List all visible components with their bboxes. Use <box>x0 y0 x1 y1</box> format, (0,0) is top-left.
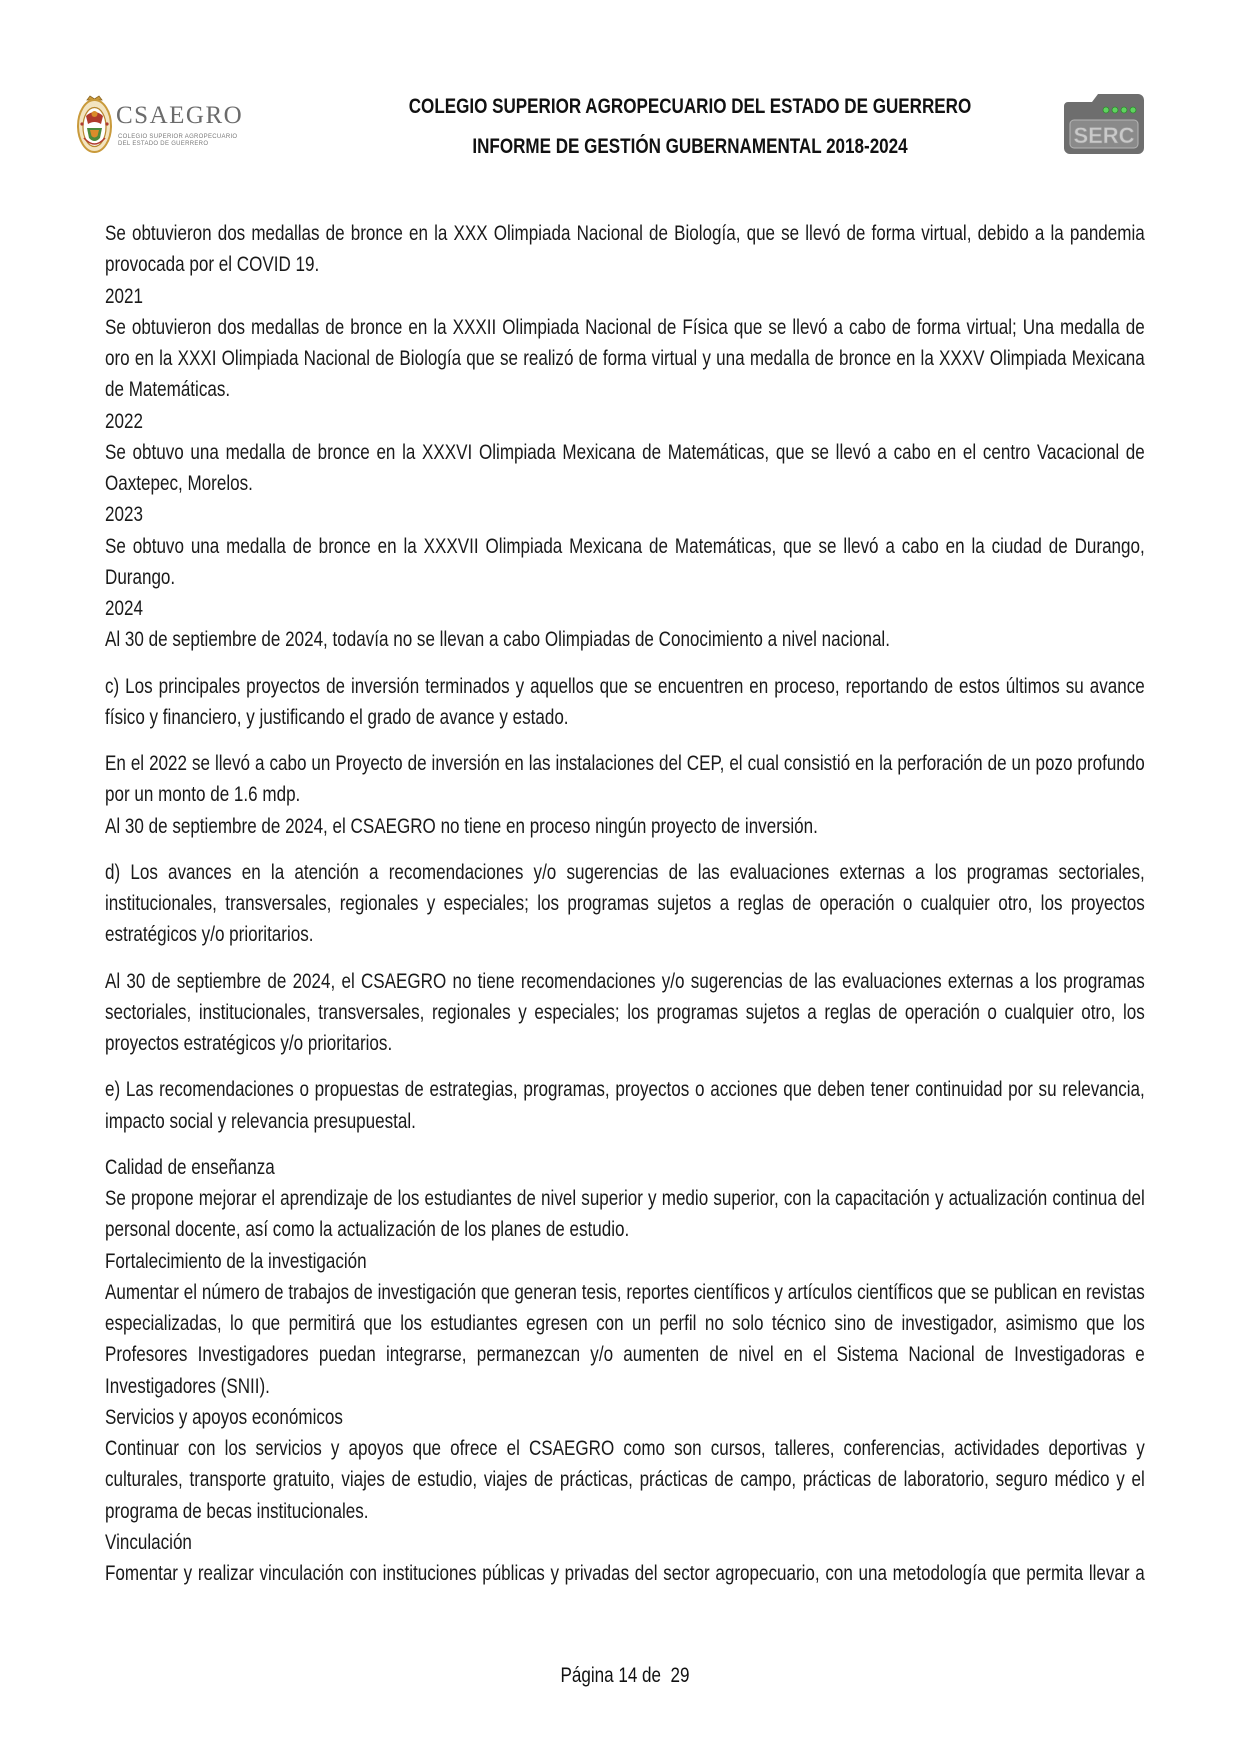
page-header <box>270 87 1110 167</box>
paragraph-investment-project: En el 2022 se llevó a cabo un Proyecto de inversión en las instalaciones del CEP, el cual consistió en la perforación de un pozo profundo por un monto de 1.6 mdp. <box>105 752 1145 807</box>
year-label-2022: 2022 <box>105 409 143 433</box>
section-item-e: e) Las recomendaciones o propuestas de estrategias, programas, proyectos o acciones que deben tener continuidad por su relevancia, impacto social y relevancia presupuestal. <box>105 1078 1145 1133</box>
year-label-2021: 2021 <box>105 284 143 308</box>
page-number: Página 14 de 29 <box>560 1664 690 1687</box>
coat-of-arms-icon <box>76 94 113 154</box>
paragraph-recommendations-status: Al 30 de septiembre de 2024, el CSAEGRO no tiene recomendaciones y/o sugerencias de las evaluaciones externas a los programas sectoriales, institucionales, transversales, regionales y especiales; los programas sujetos a reglas de operación o cualquier otro, los proyectos estratégicos y/o prioritarios. <box>105 969 1145 1055</box>
paragraph-research: Aumentar el número de trabajos de investigación que generan tesis, reportes científicos y artículos científicos que se publican en revistas especializadas, lo que permitirá que los estudiantes egresen con un perfil no solo técnico sino de investigador, asimismo que los Profesores Investigadores puedan integrarse, permanezcan y/o aumenten de nivel en el Sistema Nacional de Investigadoras e Investigadores (SNII). <box>105 1280 1145 1398</box>
csaegro-logo <box>76 94 258 156</box>
subsection-heading-teaching-quality: Calidad de enseñanza <box>105 1155 275 1179</box>
document-body <box>105 218 1145 1648</box>
subsection-heading-services: Servicios y apoyos económicos <box>105 1405 343 1429</box>
paragraph-investment-status: Al 30 de septiembre de 2024, el CSAEGRO no tiene en proceso ningún proyecto de inversión. <box>105 814 818 838</box>
paragraph-olympiad-2020: Se obtuvieron dos medallas de bronce en la XXX Olimpiada Nacional de Biología, que se llevó de forma virtual, debido a la pandemia provocada por el COVID 19. <box>105 222 1145 277</box>
serc-wordmark: SERC <box>1073 123 1135 148</box>
paragraph-olympiad-2022: Se obtuvo una medalla de bronce en la XXXVI Olimpiada Mexicana de Matemáticas, que se llevó a cabo en el centro Vacacional de Oaxtepec, Morelos. <box>105 440 1145 495</box>
institution-title: COLEGIO SUPERIOR AGROPECUARIO DEL ESTADO DE GUERRERO <box>408 95 972 118</box>
section-item-c: c) Los principales proyectos de inversión terminados y aquellos que se encuentren en proceso, reportando de estos últimos su avance físico y financiero, y justificando el grado de avance y estado. <box>105 674 1145 729</box>
paragraph-olympiad-2024: Al 30 de septiembre de 2024, todavía no se llevan a cabo Olimpiadas de Conocimiento a nivel nacional. <box>105 628 890 652</box>
csaegro-subtitle-line1: COLEGIO SUPERIOR AGROPECUARIO <box>118 134 238 140</box>
subsection-heading-research: Fortalecimiento de la investigación <box>105 1249 367 1273</box>
csaegro-wordmark: CSAEGRO <box>116 102 244 129</box>
report-title: INFORME DE GESTIÓN GUBERNAMENTAL 2018-2024 <box>472 135 908 158</box>
year-label-2023: 2023 <box>105 503 143 527</box>
paragraph-linkage: Fomentar y realizar vinculación con instituciones públicas y privadas del sector agropecuario, con una metodología que permita llevar a <box>105 1562 1145 1585</box>
serc-logo-icon <box>1062 90 1146 156</box>
paragraph-services: Continuar con los servicios y apoyos que ofrece el CSAEGRO como son cursos, talleres, conferencias, actividades deportivas y culturales, transporte gratuito, viajes de estudio, viajes de prácticas, prácticas de campo, prácticas de laboratorio, seguro médico y el programa de becas institucionales. <box>105 1437 1145 1523</box>
paragraph-olympiad-2023: Se obtuvo una medalla de bronce en la XXXVII Olimpiada Mexicana de Matemáticas, que se llevó a cabo en la ciudad de Durango, Durango. <box>105 534 1145 589</box>
csaegro-subtitle-line2: DEL ESTADO DE GUERRERO <box>118 141 209 147</box>
subsection-heading-linkage: Vinculación <box>105 1530 192 1554</box>
year-label-2024: 2024 <box>105 597 143 620</box>
paragraph-teaching-quality: Se propone mejorar el aprendizaje de los estudiantes de nivel superior y medio superior, con la capacitación y actualización continua del personal docente, así como la actualización de los planes de estudio. <box>105 1187 1145 1242</box>
section-item-d: d) Los avances en la atención a recomendaciones y/o sugerencias de las evaluaciones externas a los programas sectoriales, institucionales, transversales, regionales y especiales; los programas sujetos a reglas de operación o cualquier otro, los proyectos estratégicos y/o prioritarios. <box>105 860 1145 947</box>
paragraph-olympiad-2021: Se obtuvieron dos medallas de bronce en la XXXII Olimpiada Nacional de Física que se llevó a cabo de forma virtual; Una medalla de oro en la XXXI Olimpiada Nacional de Biología que se realizó de forma virtual y una medalla de bronce en la XXXV Olimpiada Mexicana de Matemáticas. <box>105 315 1145 402</box>
